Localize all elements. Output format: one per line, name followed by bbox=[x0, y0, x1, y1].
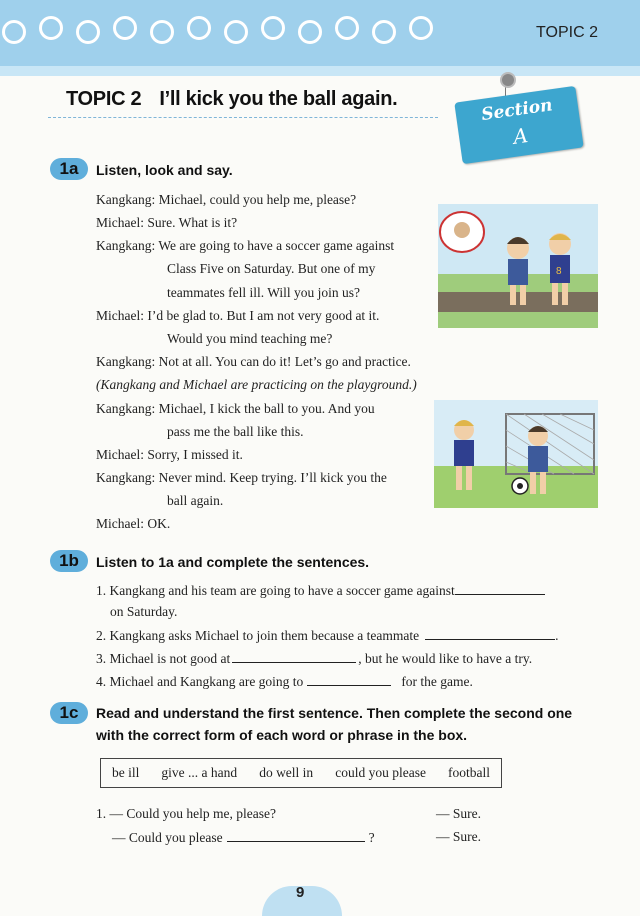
decor-circle bbox=[39, 16, 63, 40]
dialog-line: Michael: Sorry, I missed it. bbox=[96, 447, 243, 462]
decor-circle bbox=[187, 16, 211, 40]
dialog-line: pass me the ball like this. bbox=[167, 424, 304, 439]
box-word: be ill bbox=[112, 765, 140, 780]
topic-label: TOPIC 2 bbox=[536, 24, 598, 41]
answer-blank[interactable] bbox=[232, 650, 356, 663]
decor-circle bbox=[261, 16, 285, 40]
item-text: — Could you please bbox=[112, 830, 223, 845]
decor-circle bbox=[76, 20, 100, 44]
box-word: football bbox=[447, 765, 490, 780]
sign-pin bbox=[500, 72, 516, 88]
dialog-line: Class Five on Saturday. But one of my bbox=[167, 261, 376, 276]
item-text: ? bbox=[368, 830, 375, 845]
decor-circle bbox=[335, 16, 359, 40]
dialog-line: Kangkang: Michael, could you help me, please? bbox=[96, 192, 357, 207]
decor-circle bbox=[150, 20, 174, 44]
stage-direction: (Kangkang and Michael are practicing on the playground.) bbox=[96, 377, 417, 392]
item-text: , but he would like to have a try. bbox=[358, 651, 533, 666]
decor-circle bbox=[224, 20, 248, 44]
box-word: give ... a hand bbox=[161, 765, 238, 780]
section-letter: A bbox=[511, 123, 530, 149]
decor-circle bbox=[372, 20, 396, 44]
page-title bbox=[66, 88, 397, 111]
exercise-item-cont: on Saturday. bbox=[110, 604, 178, 619]
heading-1c-line1: Read and understand the first sentence. Then complete the second one bbox=[96, 705, 573, 721]
title-topic-number: TOPIC 2 bbox=[66, 88, 142, 110]
answer-blank[interactable] bbox=[227, 829, 365, 842]
boys-talking-illustration bbox=[438, 204, 598, 328]
heading-1b: Listen to 1a and complete the sentences. bbox=[96, 554, 370, 570]
item-text: 4. Michael and Kangkang are going to bbox=[96, 674, 304, 689]
section-sign bbox=[454, 86, 583, 164]
q1-reply-a: — Sure. bbox=[436, 806, 481, 821]
dialog-line: Michael: OK. bbox=[96, 516, 171, 531]
item-text: 1. Kangkang and his team are going to have a soccer game against bbox=[96, 583, 455, 598]
dialog-line: Michael: Sure. What is it? bbox=[96, 215, 238, 230]
tag-1b: 1b bbox=[50, 550, 88, 572]
exercise-item bbox=[96, 673, 473, 690]
box-word: do well in bbox=[259, 765, 314, 780]
title-underline bbox=[48, 117, 438, 118]
dialog-line: Kangkang: We are going to have a soccer game against bbox=[96, 238, 395, 253]
section-word: Section bbox=[480, 95, 554, 126]
page-number: 9 bbox=[296, 884, 305, 901]
svg-text:8: 8 bbox=[556, 266, 562, 277]
dialog-line: Michael: I’d be glad to. But I am not very good at it. bbox=[96, 308, 380, 323]
banner-band bbox=[0, 66, 640, 76]
exercise-item bbox=[96, 650, 532, 667]
dialog-line: Kangkang: Michael, I kick the ball to you. And you bbox=[96, 401, 375, 416]
title-text: I’ll kick you the ball again. bbox=[159, 88, 398, 110]
exercise-item bbox=[96, 627, 559, 644]
decor-circle bbox=[409, 16, 433, 40]
exercise-item bbox=[96, 582, 545, 599]
answer-blank[interactable] bbox=[425, 627, 555, 640]
item-text: 3. Michael is not good at bbox=[96, 651, 231, 666]
dialog-line: Kangkang: Never mind. Keep trying. I’ll kick you the bbox=[96, 470, 387, 485]
dialog-line: teammates fell ill. Will you join us? bbox=[167, 285, 361, 300]
dialog-line: ball again. bbox=[167, 493, 224, 508]
heading-1c-line2: with the correct form of each word or phrase in the box. bbox=[96, 727, 468, 743]
tag-1c: 1c bbox=[50, 702, 88, 724]
dialog-line: Would you mind teaching me? bbox=[167, 331, 333, 346]
word-box bbox=[100, 758, 502, 788]
item-period: . bbox=[555, 628, 559, 643]
q1-reply-b: — Sure. bbox=[436, 829, 481, 844]
banner-circles bbox=[2, 20, 446, 44]
item-text: for the game. bbox=[401, 674, 473, 689]
box-word: could you please bbox=[335, 765, 426, 780]
answer-blank[interactable] bbox=[307, 673, 391, 686]
q1-sentence-b bbox=[112, 829, 375, 846]
dialog-line: Kangkang: Not at all. You can do it! Let’s go and practice. bbox=[96, 354, 411, 369]
answer-blank[interactable] bbox=[455, 582, 545, 595]
practicing-soccer-illustration bbox=[434, 400, 598, 508]
q1-sentence-a: 1. — Could you help me, please? bbox=[96, 806, 276, 821]
tag-1a: 1a bbox=[50, 158, 88, 180]
item-text: 2. Kangkang asks Michael to join them because a teammate bbox=[96, 628, 420, 643]
decor-circle bbox=[113, 16, 137, 40]
decor-circle bbox=[2, 20, 26, 44]
heading-1a: Listen, look and say. bbox=[96, 162, 233, 178]
decor-circle bbox=[298, 20, 322, 44]
